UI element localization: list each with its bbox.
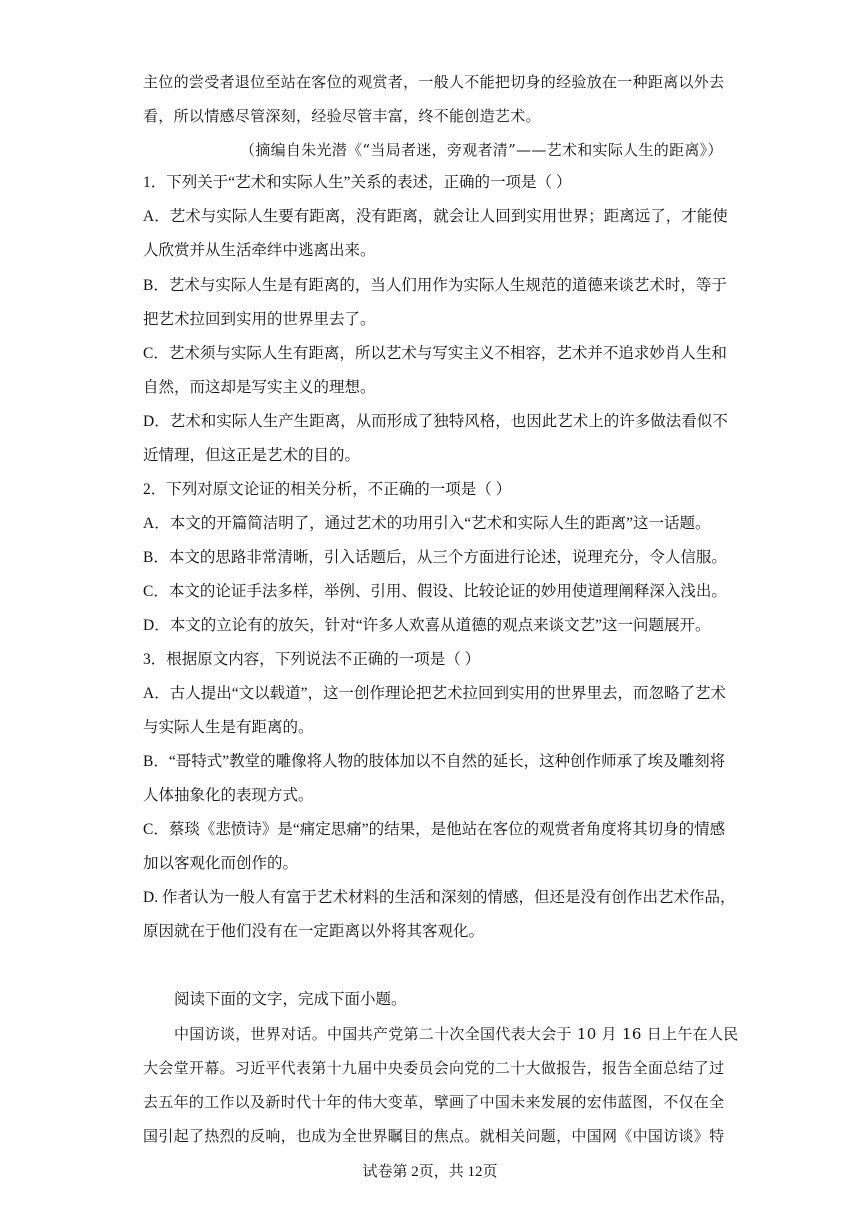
passage-line: 看，所以情感尽管深刻，经验尽管丰富，终不能创造艺术。 — [143, 107, 541, 125]
option-b-line1: B．“哥特式”教堂的雕像将人物的肢体加以不自然的延长，这种创作师承了埃及雕刻将 — [143, 753, 726, 770]
option-c-line1: C．本文的论证手法多样，举例、引用、假设、比较论证的妙用使道理阐释深入浅出。 — [143, 583, 727, 600]
option-b-line1: B．本文的思路非常清晰，引入话题后，从三个方面进行论述，说理充分，令人信服。 — [143, 549, 727, 566]
option-a-line2: 与实际人生是有距离的。 — [143, 719, 314, 736]
passage-line: 主位的尝受者退位至站在客位的观赏者，一般人不能把切身的经验放在一种距离以外去 — [143, 73, 725, 91]
option-d-line1: D．艺术和实际人生产生距离，从而形成了独特风格，也因此艺术上的许多做法看似不 — [143, 413, 728, 430]
option-c-line1: C．艺术须与实际人生有距离，所以艺术与写实主义不相容，艺术并不追求妙肖人生和 — [143, 345, 727, 362]
passage-line: 去五年的工作以及新时代十年的伟大变革，擘画了中国未来发展的宏伟蓝图，不仅在全 — [143, 1093, 725, 1111]
question-stem: 3．根据原文内容，下列说法不正确的一项是（ ） — [143, 651, 481, 668]
reading-instruction: 阅读下面的文字，完成下面小题。 — [174, 991, 407, 1008]
option-d-line1: D．本文的立论有的放矢，针对“许多人欢喜从道德的观点来谈文艺”这一问题展开。 — [143, 617, 711, 634]
option-a-line1: A．本文的开篇简洁明了，通过艺术的功用引入“艺术和实际人生的距离”这一话题。 — [143, 515, 711, 532]
option-d-line1: D. 作者认为一般人有富于艺术材料的生活和深刻的情感，但还是没有创作出艺术作品， — [143, 889, 736, 906]
option-a-line2: 人欣赏并从生活牵绊中逃离出来。 — [143, 242, 376, 259]
passage-line: 国引起了热烈的反响，也成为全世界瞩目的焦点。就相关问题，中国网《中国访谈》特 — [143, 1127, 725, 1145]
option-d-line2: 原因就在于他们没有在一定距离以外将其客观化。 — [143, 923, 485, 940]
question-stem: 2．下列对原文论证的相关分析，不正确的一项是（ ） — [143, 481, 512, 498]
option-d-line2: 近情理，但这正是艺术的目的。 — [143, 447, 361, 464]
option-b-line2: 人体抽象化的表现方式。 — [143, 787, 314, 804]
option-b-line1: B．艺术与实际人生是有距离的，当人们用作为实际人生规范的道德来谈艺术时，等于 — [143, 277, 727, 294]
option-a-line1: A．艺术与实际人生要有距离，没有距离，就会让人回到实用世界；距离远了，才能使 — [143, 208, 728, 225]
option-a-line1: A．古人提出“文以载道”，这一创作理论把艺术拉回到实用的世界里去，而忽略了艺术 — [143, 685, 726, 702]
option-c-line2: 自然，而这却是写实主义的理想。 — [143, 379, 376, 396]
option-b-line2: 把艺术拉回到实用的世界里去了。 — [143, 311, 376, 328]
passage-line: 中国访谈，世界对话。中国共产党第二十次全国代表大会于 10 月 16 日上午在人民 — [174, 1025, 739, 1043]
option-c-line1: C．蔡琰《悲愤诗》是“痛定思痛”的结果，是他站在客位的观赏者角度将其切身的情感 — [143, 821, 726, 838]
passage-line: 大会堂开幕。习近平代表第十九届中央委员会向党的二十大做报告，报告全面总结了过 — [143, 1059, 725, 1077]
option-c-line2: 加以客观化而创作的。 — [143, 855, 299, 872]
source-citation: （摘编自朱光潜《“当局者迷，旁观者清”——艺术和实际人生的距离》） — [240, 141, 723, 159]
page-footer: 试卷第 2页，共 12页 — [362, 1164, 498, 1180]
question-stem: 1．下列关于“艺术和实际人生”关系的表述，正确的一项是（ ） — [143, 174, 572, 191]
